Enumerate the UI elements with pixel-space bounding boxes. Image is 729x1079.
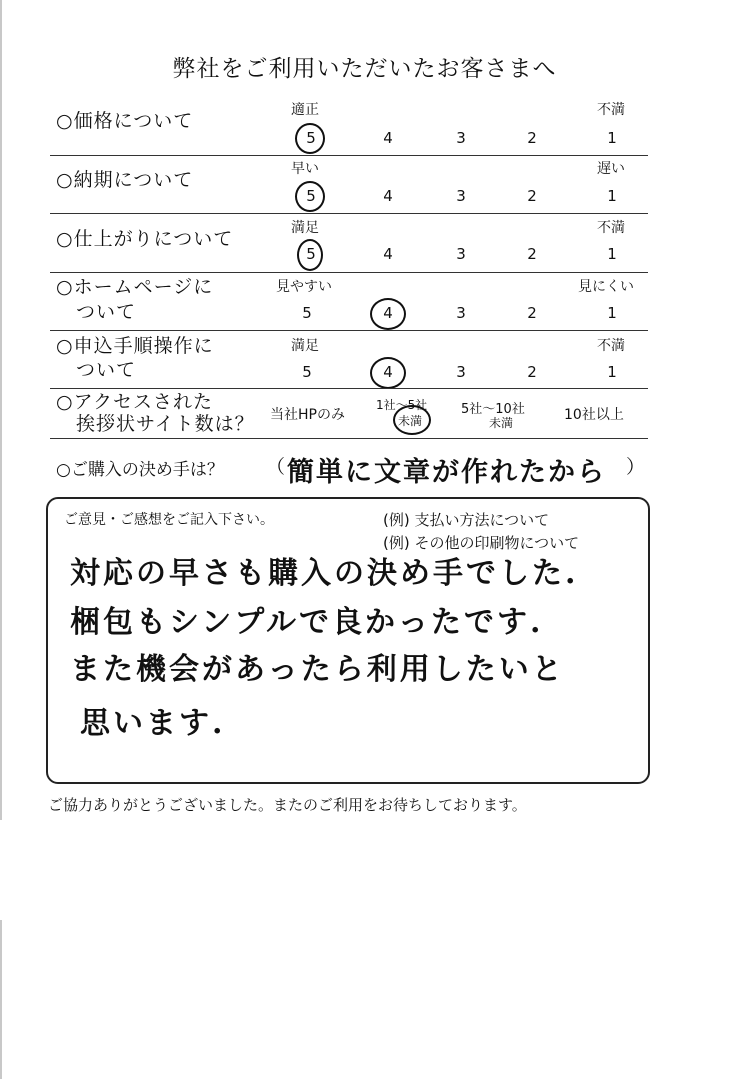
rating-option-2[interactable]: 2 (527, 187, 537, 205)
scale-low-label: 満足 (291, 338, 319, 354)
access-option-5-10-suffix: 未満 (489, 416, 514, 430)
access-option-1-5-suffix: 未満 (398, 414, 423, 428)
open-paren: （ (266, 456, 286, 478)
selected-rating-circle (297, 239, 323, 271)
rating-option-4[interactable]: 4 (383, 304, 393, 322)
question-label: ○申込手順操作に (56, 335, 214, 357)
scale-high-label: 遅い (597, 161, 625, 177)
scale-low-label: 満足 (291, 220, 319, 236)
question-label: ○ホームページに (56, 276, 214, 298)
access-option-hp-only[interactable]: 当社HPのみ (270, 407, 345, 423)
scale-high-label: 不満 (597, 102, 625, 118)
scale-low-label: 適正 (291, 102, 319, 118)
question-label: ○アクセスされた (56, 391, 214, 413)
rating-option-1[interactable]: 1 (607, 304, 617, 322)
rating-option-1[interactable]: 1 (607, 363, 617, 381)
divider (50, 438, 648, 439)
rating-option-1[interactable]: 1 (607, 245, 617, 263)
decision-answer[interactable]: 簡単に文章が作れたから (287, 457, 606, 488)
access-option-1-5[interactable]: 1社～5社 (376, 398, 428, 412)
rating-option-3[interactable]: 3 (456, 245, 466, 263)
scale-high-label: 見にくい (578, 279, 634, 295)
rating-option-3[interactable]: 3 (456, 187, 466, 205)
page-title: 弊社をご利用いただいたお客さまへ (172, 56, 557, 82)
scale-high-label: 不満 (597, 338, 625, 354)
divider (50, 272, 648, 273)
close-paren: ） (626, 456, 646, 478)
question-label-line2: ついて (56, 359, 137, 381)
rating-option-2[interactable]: 2 (527, 304, 537, 322)
rating-option-1[interactable]: 1 (607, 187, 617, 205)
divider (50, 213, 648, 214)
question-label: ○納期について (56, 169, 194, 191)
scale-high-label: 不満 (597, 220, 625, 236)
comment-example: (例) その他の印刷物について (383, 534, 580, 552)
scale-low-label: 見やすい (276, 279, 332, 295)
rating-option-2[interactable]: 2 (527, 129, 537, 147)
rating-option-3[interactable]: 3 (456, 304, 466, 322)
rating-option-5[interactable]: 5 (306, 245, 316, 263)
rating-option-3[interactable]: 3 (456, 129, 466, 147)
rating-option-4[interactable]: 4 (383, 245, 393, 263)
rating-option-5[interactable]: 5 (302, 363, 312, 381)
question-label: ○仕上がりについて (56, 228, 234, 250)
rating-option-2[interactable]: 2 (527, 245, 537, 263)
access-option-5-10[interactable]: 5社～10社 (461, 402, 525, 417)
comment-heading: ご意見・ご感想をご記入下さい。 (64, 512, 274, 528)
footer-message: ご協力ありがとうございました。またのご利用をお待ちしております。 (48, 796, 527, 814)
selected-rating-circle (295, 181, 325, 212)
handwritten-comment-line: 梱包もシンプルで良かったです. (70, 605, 544, 640)
rating-option-4[interactable]: 4 (383, 129, 393, 147)
scale-low-label: 早い (291, 161, 319, 177)
handwritten-comment-line: また機会があったら利用したいと (70, 652, 565, 687)
handwritten-comment-line: 対応の早さも購入の決め手でした. (70, 556, 579, 591)
rating-option-4[interactable]: 4 (383, 187, 393, 205)
rating-option-1[interactable]: 1 (607, 129, 617, 147)
divider (50, 155, 648, 156)
selected-rating-circle (370, 298, 406, 330)
question-label: ○価格について (56, 110, 194, 132)
selected-option-circle (393, 405, 431, 435)
question-label: ○ご購入の決め手は？ (56, 460, 224, 480)
question-label-line2: ついて (56, 301, 137, 323)
selected-rating-circle (370, 357, 406, 389)
access-option-10-plus[interactable]: 10社以上 (564, 407, 624, 423)
rating-option-5[interactable]: 5 (306, 129, 316, 147)
question-label-line2: 挨拶状サイト数は？ (56, 413, 255, 435)
divider (50, 330, 648, 331)
rating-option-5[interactable]: 5 (302, 304, 312, 322)
rating-option-4[interactable]: 4 (383, 363, 393, 381)
comment-example: (例) 支払い方法について (383, 511, 550, 529)
rating-option-5[interactable]: 5 (306, 187, 316, 205)
rating-option-2[interactable]: 2 (527, 363, 537, 381)
selected-rating-circle (295, 123, 325, 154)
rating-option-3[interactable]: 3 (456, 363, 466, 381)
handwritten-comment-line: 思います. (80, 706, 226, 741)
